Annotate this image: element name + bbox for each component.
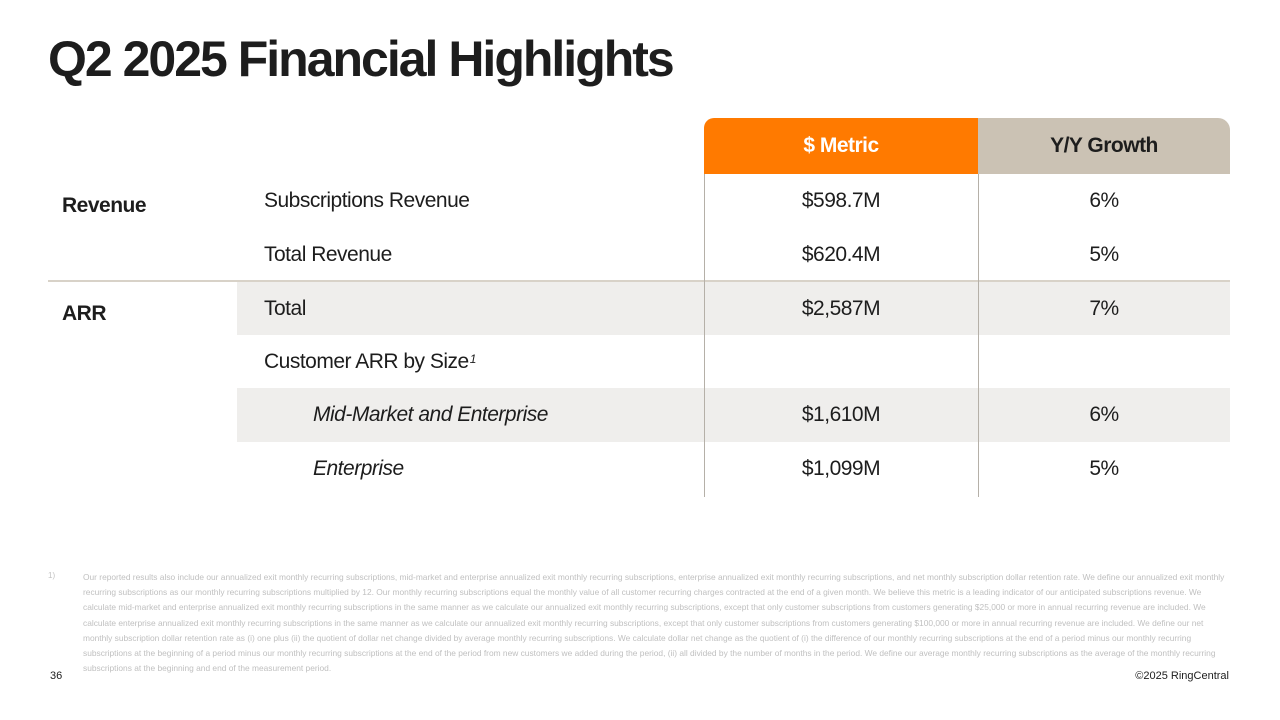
group-label-arr: ARR xyxy=(62,302,106,325)
footnote-text: Our reported results also include our annualized exit monthly recurring subscriptions, mid-market and enterprise annualized exit monthly recurring subscriptions, enterprise annualized exit monthly recurring subscriptions, and net monthly subscription dollar retention rate. We define our annualized exit monthly recurring subscriptions as our monthly recurring subscriptions multiplied by 12. Our monthly recurring subscriptions equal the monthly value of all customer recurring charges contracted at the end of a given month. We believe this metric is a leading indicator of our anticipated subscriptions revenue. We calculate mid-market and enterprise annualized exit monthly recurring subscriptions in the same manner as we calculate our annualized exit monthly recurring subscriptions, except that only customer subscriptions from customers generating $25,000 or more in annual recurring revenue are included. We calculate enterprise annualized exit monthly recurring subscriptions in the same manner as we calculate our annualized exit monthly recurring subscriptions, except that only customer subscriptions from customers generating $100,000 or more in annual recurring revenue are included. We define our net monthly subscription dollar retention rate as (i) one plus (ii) the quotient of dollar net change divided by average monthly recurring subscriptions. We calculate dollar net change as the quotient of (i) the difference of our monthly recurring subscriptions at the end of a period minus our monthly recurring subscriptions at the beginning of a period minus our monthly recurring subscriptions at the end of the period from new customers we added during the period, (ii) all divided by the number of months in the period. We define our average monthly recurring subscriptions as the average of the monthly recurring subscriptions at the beginning and end of the measurement period. xyxy=(83,572,1225,674)
metric-arr-total: $2,587M xyxy=(801,297,881,320)
row-label-mid-market-enterprise: Mid-Market and Enterprise xyxy=(313,403,548,426)
growth-column-header: Y/Y Growth xyxy=(978,118,1230,174)
metric-mid-market-enterprise: $1,610M xyxy=(801,403,881,426)
metric-subscriptions-revenue: $598.7M xyxy=(801,189,881,212)
growth-enterprise: 5% xyxy=(1089,457,1119,480)
slide-title: Q2 2025 Financial Highlights xyxy=(48,31,673,87)
group-label-revenue: Revenue xyxy=(62,194,147,217)
row-label-total-revenue: Total Revenue xyxy=(264,243,392,266)
metric-total-revenue: $620.4M xyxy=(801,243,881,266)
row-label-customer-arr-by-size xyxy=(264,335,476,389)
footnote-reference: 1 xyxy=(469,352,476,366)
footnote-marker: 1) xyxy=(48,571,56,580)
growth-subscriptions-revenue: 6% xyxy=(1089,189,1119,212)
row-label-subscriptions-revenue: Subscriptions Revenue xyxy=(264,189,470,212)
growth-arr-total: 7% xyxy=(1089,297,1119,320)
growth-total-revenue: 5% xyxy=(1089,243,1119,266)
row-label-enterprise: Enterprise xyxy=(313,457,404,480)
row-label-arr-total: Total xyxy=(264,297,306,320)
page-number: 36 xyxy=(50,670,63,682)
copyright-notice: ©2025 RingCentral xyxy=(1135,670,1229,682)
growth-mid-market-enterprise: 6% xyxy=(1089,403,1119,426)
metric-column-header: $ Metric xyxy=(704,118,978,174)
metric-enterprise: $1,099M xyxy=(801,457,881,480)
customer-arr-label-text: Customer ARR by Size xyxy=(264,350,469,373)
